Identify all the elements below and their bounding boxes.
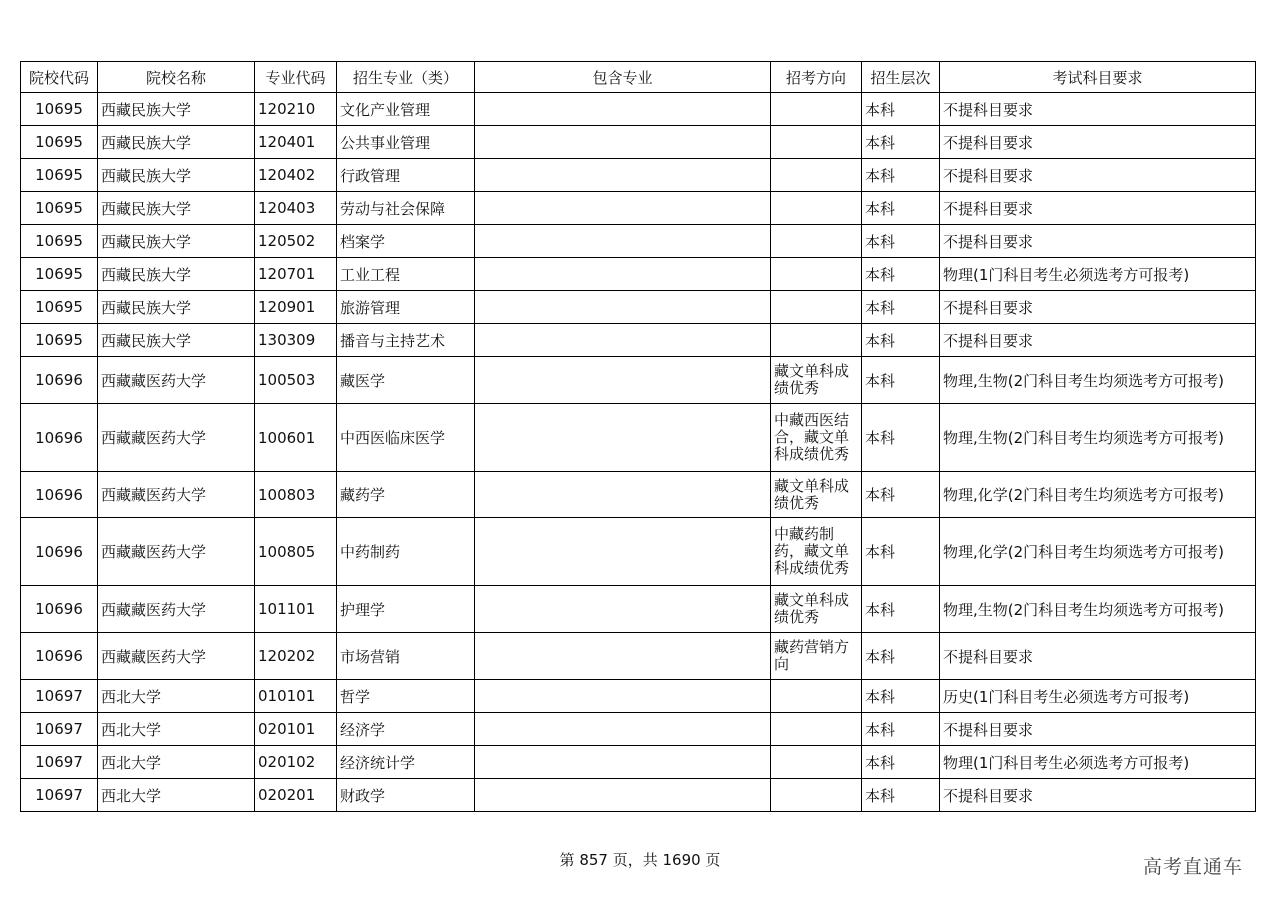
major-cell: 中西医临床医学 [337, 404, 475, 472]
header-subject-requirement: 考试科目要求 [940, 62, 1256, 93]
major-cell: 文化产业管理 [337, 93, 475, 126]
major-cell: 行政管理 [337, 159, 475, 192]
level-cell: 本科 [862, 713, 940, 746]
major-code-cell: 120210 [255, 93, 337, 126]
header-included-majors: 包含专业 [475, 62, 771, 93]
school-name-cell: 西藏民族大学 [98, 258, 255, 291]
major-code-cell: 101101 [255, 586, 337, 633]
direction-cell: 藏文单科成绩优秀 [771, 586, 862, 633]
school-name-cell: 西藏藏医药大学 [98, 472, 255, 518]
school-code-cell: 10697 [21, 680, 98, 713]
page-number: 第 857 页，共 1690 页 [559, 851, 721, 869]
direction-cell [771, 324, 862, 357]
school-code-cell: 10696 [21, 518, 98, 586]
included-majors-cell [475, 404, 771, 472]
included-majors-cell [475, 93, 771, 126]
subject-requirement-cell: 物理,化学(2门科目考生均须选考方可报考) [940, 518, 1256, 586]
direction-cell [771, 680, 862, 713]
major-code-cell: 120701 [255, 258, 337, 291]
header-major-code: 专业代码 [255, 62, 337, 93]
level-cell: 本科 [862, 159, 940, 192]
subject-requirement-cell: 不提科目要求 [940, 291, 1256, 324]
major-code-cell: 020102 [255, 746, 337, 779]
level-cell: 本科 [862, 126, 940, 159]
school-code-cell: 10695 [21, 324, 98, 357]
included-majors-cell [475, 518, 771, 586]
subject-requirement-cell: 物理(1门科目考生必须选考方可报考) [940, 746, 1256, 779]
subject-requirement-cell: 不提科目要求 [940, 225, 1256, 258]
major-cell: 经济统计学 [337, 746, 475, 779]
school-name-cell: 西藏民族大学 [98, 159, 255, 192]
subject-requirement-cell: 物理,生物(2门科目考生均须选考方可报考) [940, 586, 1256, 633]
major-cell: 经济学 [337, 713, 475, 746]
direction-cell [771, 225, 862, 258]
subject-requirement-cell: 物理,生物(2门科目考生均须选考方可报考) [940, 357, 1256, 404]
level-cell: 本科 [862, 586, 940, 633]
table-row [21, 680, 1256, 713]
subject-requirement-cell: 不提科目要求 [940, 713, 1256, 746]
school-name-cell: 西藏藏医药大学 [98, 404, 255, 472]
included-majors-cell [475, 291, 771, 324]
school-code-cell: 10696 [21, 404, 98, 472]
table-row [21, 258, 1256, 291]
major-cell: 藏医学 [337, 357, 475, 404]
included-majors-cell [475, 779, 771, 812]
major-code-cell: 120402 [255, 159, 337, 192]
included-majors-cell [475, 324, 771, 357]
level-cell: 本科 [862, 225, 940, 258]
major-code-cell: 120901 [255, 291, 337, 324]
subject-requirement-cell: 物理,生物(2门科目考生均须选考方可报考) [940, 404, 1256, 472]
school-code-cell: 10695 [21, 258, 98, 291]
school-code-cell: 10696 [21, 357, 98, 404]
school-code-cell: 10696 [21, 633, 98, 680]
included-majors-cell [475, 159, 771, 192]
major-cell: 旅游管理 [337, 291, 475, 324]
header-school-code: 院校代码 [21, 62, 98, 93]
school-code-cell: 10695 [21, 225, 98, 258]
included-majors-cell [475, 746, 771, 779]
header-direction: 招考方向 [771, 62, 862, 93]
table-row [21, 586, 1256, 633]
level-cell: 本科 [862, 357, 940, 404]
direction-cell [771, 779, 862, 812]
included-majors-cell [475, 680, 771, 713]
level-cell: 本科 [862, 258, 940, 291]
subject-requirement-cell: 不提科目要求 [940, 93, 1256, 126]
major-cell: 工业工程 [337, 258, 475, 291]
included-majors-cell [475, 357, 771, 404]
included-majors-cell [475, 258, 771, 291]
major-code-cell: 120502 [255, 225, 337, 258]
subject-requirement-cell: 历史(1门科目考生必须选考方可报考) [940, 680, 1256, 713]
direction-cell [771, 192, 862, 225]
level-cell: 本科 [862, 779, 940, 812]
major-code-cell: 010101 [255, 680, 337, 713]
major-code-cell: 120401 [255, 126, 337, 159]
major-cell: 播音与主持艺术 [337, 324, 475, 357]
direction-cell: 藏文单科成绩优秀 [771, 357, 862, 404]
major-code-cell: 120403 [255, 192, 337, 225]
major-cell: 财政学 [337, 779, 475, 812]
direction-cell [771, 291, 862, 324]
school-name-cell: 西藏藏医药大学 [98, 633, 255, 680]
school-name-cell: 西藏民族大学 [98, 324, 255, 357]
level-cell: 本科 [862, 192, 940, 225]
major-code-cell: 100601 [255, 404, 337, 472]
school-name-cell: 西藏民族大学 [98, 225, 255, 258]
table-row [21, 713, 1256, 746]
level-cell: 本科 [862, 633, 940, 680]
major-code-cell: 020201 [255, 779, 337, 812]
level-cell: 本科 [862, 291, 940, 324]
major-cell: 劳动与社会保障 [337, 192, 475, 225]
major-cell: 护理学 [337, 586, 475, 633]
school-name-cell: 西藏民族大学 [98, 93, 255, 126]
table-row [21, 779, 1256, 812]
table-row [21, 159, 1256, 192]
direction-cell: 中藏西医结合，藏文单科成绩优秀 [771, 404, 862, 472]
level-cell: 本科 [862, 404, 940, 472]
header-level: 招生层次 [862, 62, 940, 93]
table-row [21, 357, 1256, 404]
included-majors-cell [475, 633, 771, 680]
table-row [21, 324, 1256, 357]
header-school-name: 院校名称 [98, 62, 255, 93]
included-majors-cell [475, 713, 771, 746]
table-row [21, 404, 1256, 472]
major-cell: 市场营销 [337, 633, 475, 680]
included-majors-cell [475, 472, 771, 518]
table-row [21, 126, 1256, 159]
direction-cell: 藏文单科成绩优秀 [771, 472, 862, 518]
school-name-cell: 西北大学 [98, 746, 255, 779]
subject-requirement-cell: 不提科目要求 [940, 324, 1256, 357]
table-row [21, 192, 1256, 225]
direction-cell [771, 258, 862, 291]
subject-requirement-cell: 不提科目要求 [940, 126, 1256, 159]
school-code-cell: 10697 [21, 713, 98, 746]
table-row [21, 291, 1256, 324]
direction-cell [771, 746, 862, 779]
level-cell: 本科 [862, 93, 940, 126]
included-majors-cell [475, 586, 771, 633]
school-code-cell: 10695 [21, 159, 98, 192]
included-majors-cell [475, 192, 771, 225]
watermark-logo: 高考直通车 [1143, 856, 1244, 878]
subject-requirement-cell: 不提科目要求 [940, 633, 1256, 680]
school-name-cell: 西北大学 [98, 713, 255, 746]
level-cell: 本科 [862, 472, 940, 518]
school-name-cell: 西藏民族大学 [98, 192, 255, 225]
level-cell: 本科 [862, 746, 940, 779]
subject-requirement-cell: 不提科目要求 [940, 192, 1256, 225]
direction-cell [771, 126, 862, 159]
school-name-cell: 西藏藏医药大学 [98, 357, 255, 404]
major-code-cell: 100805 [255, 518, 337, 586]
major-code-cell: 020101 [255, 713, 337, 746]
subject-requirement-cell: 物理,化学(2门科目考生均须选考方可报考) [940, 472, 1256, 518]
major-cell: 公共事业管理 [337, 126, 475, 159]
direction-cell: 藏药营销方向 [771, 633, 862, 680]
direction-cell: 中藏药制药，藏文单科成绩优秀 [771, 518, 862, 586]
school-code-cell: 10696 [21, 472, 98, 518]
school-code-cell: 10695 [21, 291, 98, 324]
table-row [21, 225, 1256, 258]
table-row [21, 746, 1256, 779]
level-cell: 本科 [862, 324, 940, 357]
major-code-cell: 130309 [255, 324, 337, 357]
level-cell: 本科 [862, 518, 940, 586]
subject-requirement-cell: 物理(1门科目考生必须选考方可报考) [940, 258, 1256, 291]
major-cell: 档案学 [337, 225, 475, 258]
table-row [21, 518, 1256, 586]
table-row [21, 472, 1256, 518]
school-name-cell: 西北大学 [98, 680, 255, 713]
major-code-cell: 100503 [255, 357, 337, 404]
school-code-cell: 10695 [21, 93, 98, 126]
direction-cell [771, 713, 862, 746]
included-majors-cell [475, 225, 771, 258]
level-cell: 本科 [862, 680, 940, 713]
school-code-cell: 10697 [21, 746, 98, 779]
header-row [21, 62, 1256, 93]
major-code-cell: 120202 [255, 633, 337, 680]
school-code-cell: 10695 [21, 192, 98, 225]
major-cell: 藏药学 [337, 472, 475, 518]
major-cell: 中药制药 [337, 518, 475, 586]
header-major: 招生专业（类） [337, 62, 475, 93]
school-name-cell: 西藏民族大学 [98, 291, 255, 324]
major-cell: 哲学 [337, 680, 475, 713]
direction-cell [771, 93, 862, 126]
table-row [21, 93, 1256, 126]
school-code-cell: 10696 [21, 586, 98, 633]
school-name-cell: 西北大学 [98, 779, 255, 812]
admissions-table [20, 61, 1256, 812]
table-row [21, 633, 1256, 680]
subject-requirement-cell: 不提科目要求 [940, 159, 1256, 192]
major-code-cell: 100803 [255, 472, 337, 518]
school-name-cell: 西藏藏医药大学 [98, 586, 255, 633]
included-majors-cell [475, 126, 771, 159]
school-name-cell: 西藏民族大学 [98, 126, 255, 159]
subject-requirement-cell: 不提科目要求 [940, 779, 1256, 812]
school-name-cell: 西藏藏医药大学 [98, 518, 255, 586]
school-code-cell: 10695 [21, 126, 98, 159]
school-code-cell: 10697 [21, 779, 98, 812]
direction-cell [771, 159, 862, 192]
